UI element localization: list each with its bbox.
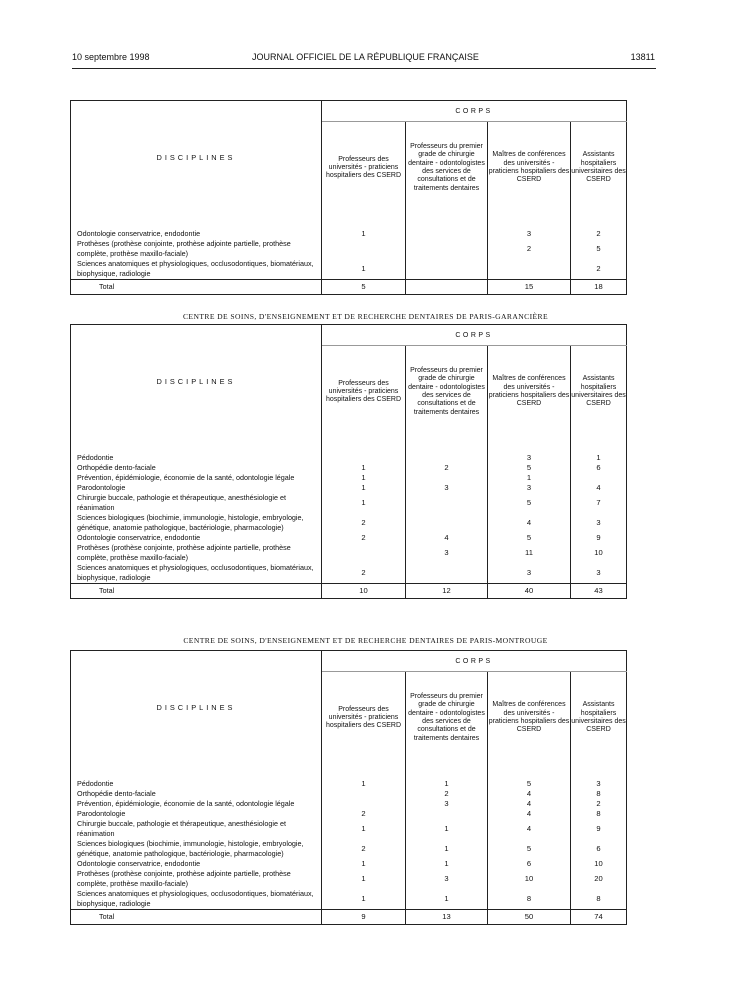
staff-table-2 bbox=[70, 324, 627, 599]
spacer-cell bbox=[71, 764, 322, 779]
spacer-cell bbox=[571, 764, 627, 779]
spacer-cell bbox=[406, 764, 488, 779]
value-cell: 3 bbox=[596, 518, 601, 527]
total-row bbox=[71, 280, 627, 295]
value-cell bbox=[488, 259, 571, 280]
value-cell bbox=[322, 453, 406, 463]
value-cell: 3 bbox=[488, 483, 571, 493]
value-cell bbox=[406, 229, 488, 239]
spacer-cell bbox=[322, 214, 406, 229]
value-cell: 8 bbox=[488, 889, 571, 910]
discipline-label: Parodontologie bbox=[71, 809, 322, 819]
total-row bbox=[71, 584, 627, 599]
discipline-label: Sciences anatomiques et physiologiques, occlusodontiques, biomatériaux, biophysique, radiologie bbox=[71, 563, 322, 584]
table-row bbox=[71, 473, 627, 483]
value-cell: 5 bbox=[488, 463, 571, 473]
column-header-4: Assistants hospitaliers universitaires des CSERD bbox=[571, 375, 626, 408]
value-cell: 2 bbox=[322, 839, 406, 859]
spacer-cell bbox=[71, 214, 322, 229]
value-cell bbox=[406, 809, 488, 819]
value-cell: 2 bbox=[322, 809, 406, 819]
value-cell: 3 bbox=[406, 483, 488, 493]
discipline-label: Chirurgie buccale, pathologie et thérapeutique, anesthésiologie et réanimation bbox=[71, 819, 322, 839]
total-value-cell: 40 bbox=[488, 584, 571, 599]
table-row bbox=[71, 453, 627, 463]
value-cell: 5 bbox=[488, 779, 571, 789]
value-cell: 4 bbox=[406, 533, 488, 543]
value-cell: 1 bbox=[406, 779, 488, 789]
value-cell bbox=[571, 473, 627, 483]
discipline-label: Prothèses (prothèse conjointe, prothèse adjointe partielle, prothèse complète, prothèse maxillo-faciale) bbox=[71, 239, 322, 259]
spacer-cell bbox=[322, 764, 406, 779]
value-cell: 1 bbox=[406, 859, 488, 869]
total-value-cell: 43 bbox=[571, 584, 627, 599]
column-header-1: Professeurs des universités - praticiens hospitaliers des CSERD bbox=[322, 122, 406, 215]
spacer-cell bbox=[406, 214, 488, 229]
table-row bbox=[71, 789, 627, 799]
value-cell: 2 bbox=[596, 264, 601, 273]
table3-caption: CENTRE DE SOINS, D'ENSEIGNEMENT ET DE RECHERCHE DENTAIRES DE PARIS-MONTROUGE bbox=[183, 636, 548, 645]
spacer-cell bbox=[488, 438, 571, 453]
value-cell: 2 bbox=[406, 463, 488, 473]
discipline-label: Chirurgie buccale, pathologie et thérapeutique, anesthésiologie et réanimation bbox=[71, 493, 322, 513]
total-value-cell: 50 bbox=[488, 910, 571, 925]
value-cell: 1 bbox=[322, 473, 406, 483]
total-row bbox=[71, 910, 627, 925]
table-row bbox=[71, 779, 627, 789]
discipline-label: Orthopédie dento-faciale bbox=[71, 463, 322, 473]
value-cell bbox=[322, 789, 406, 799]
spacer-cell bbox=[488, 764, 571, 779]
total-label: Total bbox=[71, 584, 322, 599]
discipline-label: Sciences anatomiques et physiologiques, occlusodontiques, biomatériaux, biophysique, radiologie bbox=[71, 889, 322, 910]
value-cell: 3 bbox=[596, 779, 601, 788]
value-cell: 8 bbox=[596, 789, 601, 798]
value-cell bbox=[322, 799, 406, 809]
discipline-label: Odontologie conservatrice, endodontie bbox=[71, 859, 322, 869]
discipline-label: Odontologie conservatrice, endodontie bbox=[71, 533, 322, 543]
table-block-2 bbox=[70, 324, 626, 599]
table-row bbox=[71, 839, 627, 859]
value-cell: 6 bbox=[596, 463, 601, 472]
table-block-3 bbox=[70, 650, 626, 925]
value-cell: 2 bbox=[406, 789, 488, 799]
table-row bbox=[71, 889, 627, 910]
value-cell bbox=[406, 473, 488, 483]
value-cell: 8 bbox=[596, 894, 601, 903]
table-row bbox=[71, 513, 627, 533]
value-cell: 10 bbox=[488, 869, 571, 889]
value-cell: 4 bbox=[488, 513, 571, 533]
total-value-cell: 18 bbox=[571, 280, 627, 295]
table-block-1 bbox=[70, 100, 626, 295]
value-cell bbox=[322, 543, 406, 563]
column-header-3: Maîtres de conférences des universités - praticiens hospitaliers des CSERD bbox=[488, 346, 571, 439]
staff-table-3 bbox=[70, 650, 627, 925]
total-value-cell: 10 bbox=[322, 584, 406, 599]
table-row bbox=[71, 543, 627, 563]
total-value-cell: 15 bbox=[488, 280, 571, 295]
value-cell: 3 bbox=[488, 453, 571, 463]
value-cell: 1 bbox=[322, 859, 406, 869]
table-row bbox=[71, 819, 627, 839]
column-header-4: Assistants hospitaliers universitaires des CSERD bbox=[571, 151, 626, 184]
value-cell: 11 bbox=[488, 543, 571, 563]
value-cell bbox=[406, 453, 488, 463]
value-cell: 9 bbox=[596, 533, 601, 542]
discipline-label: Sciences anatomiques et physiologiques, occlusodontiques, biomatériaux, biophysique, radiologie bbox=[71, 259, 322, 280]
corps-header: CORPS bbox=[322, 651, 627, 672]
total-label: Total bbox=[71, 280, 322, 295]
discipline-label: Pédodontie bbox=[71, 453, 322, 463]
value-cell: 3 bbox=[406, 799, 488, 809]
header-rule bbox=[72, 68, 656, 69]
total-label: Total bbox=[71, 910, 322, 925]
column-header-3: Maîtres de conférences des universités - praticiens hospitaliers des CSERD bbox=[488, 122, 571, 215]
table-row bbox=[71, 259, 627, 280]
column-header-3: Maîtres de conférences des universités - praticiens hospitaliers des CSERD bbox=[488, 672, 571, 765]
column-header-2: Professeurs du premier grade de chirurgie dentaire - odontologistes des services de consultations et de traitements dentaires bbox=[406, 122, 488, 215]
value-cell: 5 bbox=[488, 533, 571, 543]
total-value-cell: 5 bbox=[322, 280, 406, 295]
discipline-label: Odontologie conservatrice, endodontie bbox=[71, 229, 322, 239]
discipline-label: Prothèses (prothèse conjointe, prothèse adjointe partielle, prothèse complète, prothèse maxillo-faciale) bbox=[71, 869, 322, 889]
table-row bbox=[71, 533, 627, 543]
spacer-cell bbox=[322, 438, 406, 453]
corps-header: CORPS bbox=[322, 325, 627, 346]
value-cell: 4 bbox=[488, 799, 571, 809]
total-value-cell: 9 bbox=[322, 910, 406, 925]
value-cell: 1 bbox=[406, 839, 488, 859]
discipline-label: Pédodontie bbox=[71, 779, 322, 789]
value-cell: 4 bbox=[488, 819, 571, 839]
header-page-number: 13811 bbox=[630, 52, 655, 62]
value-cell: 8 bbox=[596, 809, 601, 818]
discipline-label: Prévention, épidémiologie, économie de la santé, odontologie légale bbox=[71, 473, 322, 483]
value-cell: 1 bbox=[322, 889, 406, 910]
value-cell: 1 bbox=[406, 819, 488, 839]
value-cell bbox=[406, 239, 488, 259]
table-row bbox=[71, 809, 627, 819]
value-cell: 1 bbox=[322, 819, 406, 839]
value-cell: 2 bbox=[322, 513, 406, 533]
value-cell bbox=[406, 563, 488, 584]
value-cell: 5 bbox=[488, 493, 571, 513]
value-cell: 1 bbox=[322, 259, 406, 280]
table-row bbox=[71, 239, 627, 259]
table-row bbox=[71, 483, 627, 493]
table-row bbox=[71, 493, 627, 513]
value-cell: 4 bbox=[596, 483, 601, 492]
value-cell: 3 bbox=[406, 869, 488, 889]
spacer-cell bbox=[406, 438, 488, 453]
total-value-cell: 74 bbox=[571, 910, 627, 925]
discipline-label: Parodontologie bbox=[71, 483, 322, 493]
value-cell: 6 bbox=[596, 844, 601, 853]
value-cell: 1 bbox=[322, 779, 406, 789]
spacer-cell bbox=[571, 214, 627, 229]
value-cell bbox=[406, 513, 488, 533]
discipline-label: Prévention, épidémiologie, économie de la santé, odontologie légale bbox=[71, 799, 322, 809]
header-date: 10 septembre 1998 bbox=[72, 52, 150, 62]
value-cell bbox=[406, 493, 488, 513]
value-cell: 3 bbox=[488, 229, 571, 239]
value-cell: 20 bbox=[594, 874, 603, 883]
table-row bbox=[71, 229, 627, 239]
value-cell: 3 bbox=[596, 568, 601, 577]
discipline-label: Sciences biologiques (biochimie, immunologie, histologie, embryologie, génétique, anatomie pathologique, bactériologie, pharmacologie) bbox=[71, 839, 322, 859]
table-row bbox=[71, 869, 627, 889]
spacer-cell bbox=[71, 438, 322, 453]
staff-table-1 bbox=[70, 100, 627, 295]
disciplines-header: DISCIPLINES bbox=[71, 325, 322, 439]
total-value-cell bbox=[406, 280, 488, 295]
value-cell: 1 bbox=[322, 869, 406, 889]
corps-header: CORPS bbox=[322, 101, 627, 122]
table-row bbox=[71, 859, 627, 869]
value-cell: 4 bbox=[488, 789, 571, 799]
table-row bbox=[71, 799, 627, 809]
value-cell: 3 bbox=[488, 563, 571, 584]
value-cell: 2 bbox=[322, 533, 406, 543]
total-value-cell: 13 bbox=[406, 910, 488, 925]
column-header-2: Professeurs du premier grade de chirurgie dentaire - odontologistes des services de consultations et de traitements dentaires bbox=[406, 346, 488, 439]
value-cell bbox=[406, 259, 488, 280]
value-cell: 4 bbox=[488, 809, 571, 819]
value-cell: 10 bbox=[594, 859, 603, 868]
value-cell: 1 bbox=[322, 483, 406, 493]
value-cell: 3 bbox=[406, 543, 488, 563]
table-row bbox=[71, 463, 627, 473]
value-cell: 1 bbox=[322, 463, 406, 473]
value-cell: 2 bbox=[488, 239, 571, 259]
table-row bbox=[71, 563, 627, 584]
disciplines-header: DISCIPLINES bbox=[71, 101, 322, 215]
spacer-cell bbox=[488, 214, 571, 229]
value-cell: 2 bbox=[322, 563, 406, 584]
value-cell: 1 bbox=[406, 889, 488, 910]
discipline-label: Prothèses (prothèse conjointe, prothèse adjointe partielle, prothèse complète, prothèse maxillo-faciale) bbox=[71, 543, 322, 563]
disciplines-header: DISCIPLINES bbox=[71, 651, 322, 765]
value-cell: 1 bbox=[488, 473, 571, 483]
header-journal-title: JOURNAL OFFICIEL DE LA RÉPUBLIQUE FRANÇAISE bbox=[252, 52, 479, 62]
value-cell: 1 bbox=[322, 229, 406, 239]
value-cell: 5 bbox=[596, 244, 601, 253]
table2-caption: CENTRE DE SOINS, D'ENSEIGNEMENT ET DE RECHERCHE DENTAIRES DE PARIS-GARANCIÈRE bbox=[182, 312, 549, 321]
spacer-cell bbox=[571, 438, 627, 453]
discipline-label: Orthopédie dento-faciale bbox=[71, 789, 322, 799]
column-header-1: Professeurs des universités - praticiens hospitaliers des CSERD bbox=[322, 346, 406, 439]
value-cell bbox=[322, 239, 406, 259]
value-cell: 9 bbox=[596, 824, 601, 833]
value-cell: 10 bbox=[594, 548, 603, 557]
column-header-2: Professeurs du premier grade de chirurgie dentaire - odontologistes des services de consultations et de traitements dentaires bbox=[406, 672, 488, 765]
value-cell: 1 bbox=[322, 493, 406, 513]
column-header-1: Professeurs des universités - praticiens hospitaliers des CSERD bbox=[322, 672, 406, 765]
value-cell: 2 bbox=[596, 229, 601, 238]
value-cell: 7 bbox=[596, 498, 601, 507]
discipline-label: Sciences biologiques (biochimie, immunologie, histologie, embryologie, génétique, anatomie pathologique, bactériologie, pharmacologie) bbox=[71, 513, 322, 533]
value-cell: 1 bbox=[596, 453, 601, 462]
value-cell: 2 bbox=[596, 799, 601, 808]
total-value-cell: 12 bbox=[406, 584, 488, 599]
value-cell: 5 bbox=[488, 839, 571, 859]
value-cell: 6 bbox=[488, 859, 571, 869]
column-header-4: Assistants hospitaliers universitaires des CSERD bbox=[571, 701, 626, 734]
